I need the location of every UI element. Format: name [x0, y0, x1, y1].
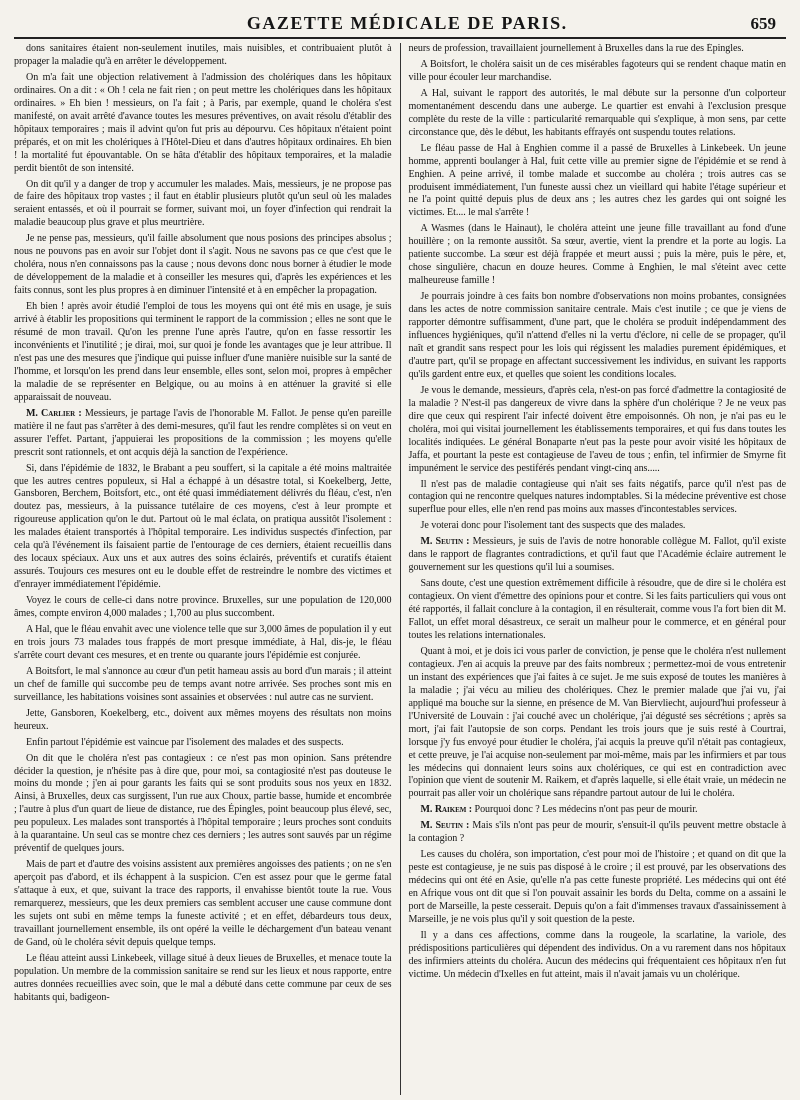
paragraph [14, 666, 392, 705]
paragraph [14, 708, 392, 734]
paragraph [14, 179, 392, 231]
paragraph [14, 859, 392, 950]
paragraph-text: Mais s'ils n'ont pas peur de mourir, s'ensuit-il qu'ils peuvent mettre obstacle à la contagion ? [408, 820, 786, 845]
paragraph-text: Je pourrais joindre à ces faits bon nombre d'observations non moins probantes, consignées dans les actes de notre commission sanitaire centrale. Mais c'est inutile ; ce que je viens de rapporter démontre suffisamment, d'une part, que le choléra se produit indépendamment des influences hygiéniques, qu'il n'attend d'elles ni la vertu d'éclore, ni celle de se propager, qu'il naît et grandit sans respect pour les lois qui régissent les maladies purement épidémiques, et d'autre part, qu'il se propage en affectant successivement les individus, en suivant les rapports qu'ils gardent entre eux, et quelles que soient les conditions locales. [408, 291, 786, 380]
paragraph-text: A Hal, suivant le rapport des autorités, le mal débute sur la personne d'un colporteur momentanément descendu dans une auberge. Le quartier est envahi à l'exclusion presque complète du reste de la ville : particularité remarquable qui s'explique, à mon sens, par cette circonstance que, dès le début, les habitants effrayés ont suspendu toutes relations. [408, 87, 786, 138]
speaker-name: M. Seutin : [420, 536, 470, 548]
paragraph [408, 223, 786, 288]
paragraph [14, 43, 392, 69]
paragraph-text: Le fléau atteint aussi Linkebeek, village situé à deux lieues de Bruxelles, et menace toute la population. Un membre de la commission sanitaire se rend sur les lieux et nous rapporte, entre autres données recueillies avec soin, que le mal a débuté dans cette commune par ceux de ses habitants qui, badigeon- [14, 952, 392, 1003]
paragraph-text: Eh bien ! après avoir étudié l'emploi de tous les moyens qui ont été mis en usage, je suis arrivé à établir les propositions qui terminent le rapport de la commission ; elles ne sont que le résumé de mon travail. Qu'on les prenne l'une après l'autre, qu'on en fasse ressortir les inconvénients et l'inutilité ; je dirai, moi, sur quoi je fonde les avantages que je leur attribue. Il n'est pas une des mesures que j'indique qui puisse influer d'une manière nuisible sur la santé de l'homme, et lorsqu'on les prend dans leur ensemble, elles sont, selon moi, propres à empêcher la maladie de se représenter en Belgique, ou au moins à en atténuer la gravité si elle apparaissait de nouveau. [14, 301, 392, 403]
paragraph-text: Sans doute, c'est une question extrêmement difficile à résoudre, que de dire si le choléra est contagieux. On vient d'émettre des opinions pour et contre. Si les faits particuliers qui vous ont été rapportés, il fallait conclure à la contagion, il en résulterait, comme vous l'a fort bien dit M. Fallot, un effet moral désastreux, ce serait un malheur pour le commerce, et en général pour toutes les relations internationales. [408, 578, 786, 641]
paragraph [14, 595, 392, 621]
paragraph [14, 408, 392, 460]
right-column [408, 43, 786, 1095]
paragraph [408, 59, 786, 85]
text-columns [14, 43, 786, 1095]
paragraph-text: Il y a dans ces affections, comme dans la rougeole, la scarlatine, la variole, des prédispositions particulières qui dépendent des individus. On a vu rarement dans nos hôpitaux des infirmiers atteints du choléra. Aucun des médecins qui fréquentaient ces hôpitaux n'en fut victime. Un médecin d'Ixelles en fut atteint, mais il n'avait jamais vu un cholérique. [408, 929, 786, 980]
paragraph-text: dons sanitaires étaient non-seulement inutiles, mais nuisibles, et contribuaient plutôt à propager la maladie qu'à en arrêter le développement. [14, 43, 392, 67]
paragraph [14, 737, 392, 750]
column-divider [400, 43, 401, 1095]
paragraph-text: Je vous le demande, messieurs, d'après cela, n'est-on pas forcé d'admettre la contagiosité de la maladie ? N'est-il pas dangereux de vivre dans la sphère d'un cholérique ? Je ne veux pas dire que ceux qui respirent l'air infecté doivent être empoisonnés. Oh non, je n'ai pas eu le choléra, moi qui visitai journellement les établissements temporaires, et qui fus dans toutes les localités indiquées. Le général Bonaparte n'eut pas la peste pour avoir visité les hôpitaux de Jaffa, et pourtant la peste est contagieuse de l'aveu de tous ; enfin, tel infirmier de Smyrne fit impunément le service des pestiférés pendant vingt-cinq ans..... [408, 384, 786, 474]
page-header [14, 8, 786, 39]
paragraph [408, 520, 786, 533]
speaker-name: M. Raikem : [420, 804, 473, 816]
paragraph [14, 233, 392, 298]
paragraph-text: A Boitsfort, le choléra saisit un de ces misérables fagoteurs qui se rendent chaque matin en ville pour écouler leur marchandise. [408, 58, 786, 83]
speaker-name: M. Seutin : [420, 820, 470, 832]
paragraph [14, 463, 392, 593]
paragraph [408, 804, 786, 817]
paragraph-text: Messieurs, je partage l'avis de l'honorable M. Fallot. Je pense qu'en pareille matière il ne faut pas s'arrêter à des demi-mesures, qu'il faut les rendre complètes si on veut en assurer l'effet. Partant, j'appuierai les propositions de la commission ; les moyens qu'elle prescrit sont rationnels, et ont acquis déjà la sanction de l'expérience. [14, 407, 392, 458]
paragraph-text: Les causes du choléra, son importation, c'est pour moi de l'histoire ; et quand on dit que la peste est contagieuse, je ne suis pas disposé à le croire ; il est prouvé, par les observations des médecins qui ont été en Asie, qu'elle n'a pas cette funeste propriété. Les médecins qui ont été en Afrique vous ont dit que si l'on pouvait assainir les bords du Delta, comme on a assaini le port de Marseille, la peste cesserait. Depuis qu'on a fait d'immenses travaux d'assainissement à Marseille, je ne vois plus qu'il y soit question de la peste. [408, 849, 786, 925]
paragraph-text: neurs de profession, travaillaient journellement à Bruxelles dans la rue des Épingles. [408, 43, 744, 54]
paragraph [408, 578, 786, 643]
paragraph [408, 479, 786, 518]
paragraph-text: Je ne pense pas, messieurs, qu'il faille absolument que nous posions des principes absolus ; nous ne pouvons pas en avoir sur l'objet dont il s'agit. Nous ne savons pas ce que c'est que le choléra, nous n'en connaissons pas la cause ; nous devons donc nous borner à étudier le mode de développement de la maladie et à conseiller les mesures qui, d'après les expériences et les faits connus, sont les plus propres à en diminuer l'intensité et à en empêcher la propagation. [14, 233, 392, 297]
paragraph [408, 536, 786, 575]
journal-title: GAZETTE MÉDICALE DE PARIS. [246, 13, 568, 33]
paragraph-text: Enfin partout l'épidémie est vaincue par l'isolement des malades et des suspects. [26, 736, 344, 748]
paragraph-text: Mais de part et d'autre des voisins assistent aux premières angoisses des patients ; on ne s'en aperçoit pas d'abord, et ils échappent à la suspicion. C'en est assez pour que le germe fatal s'attaque à eux, et que, suivant la trace des rapports, il envahisse bientôt toute la rue. Vous remarquerez, messieurs, que les deux premiers cas semblent accuser une cause commune dont les sujets ont subi en même temps la funeste activité ; et en effet, débardeurs tous deux, travaillant journellement ensemble, ils ont opéré la veille le déchargement d'un bateau venant de Gand, où le choléra sévit depuis quelque temps. [14, 859, 392, 948]
paragraph-text: Voyez le cours de celle-ci dans notre province. Bruxelles, sur une population de 120,000 âmes, compte environ 4,000 malades ; 1,700 au plus succombent. [14, 595, 392, 620]
paragraph-text: A Wasmes (dans le Hainaut), le choléra atteint une jeune fille travaillant au fond d'une houillère ; on la remonte aussitôt. Sa sœur, avertie, vient la prendre et la porte au logis. La patiente succombe. La sœur est déjà frappée et meurt aussi ; puis la mère, puis le père, et, chose singulière, chacun en douze heures. Comme à Enghien, le mal s'éteint avec cette malheureuse famille ! [408, 223, 786, 287]
paragraph-text: Quant à moi, et je dois ici vous parler de conviction, je pense que le choléra n'est nullement contagieux. J'en ai acquis la preuve par des faits nombreux ; permettez-moi de vous entretenir un instant des expériences que j'ai faites à ce sujet. Je me suis exposé de toutes les manières à la maladie ; j'ai vécu au milieu des cholériques. Chez le premier malade que j'ai vu, j'ai appliqué ma bouche sur la sienne, en présence de M. Van Biervliecht, aujourd'hui professeur à l'Université de Louvain : j'ai couché avec un cholérique, j'ai dégusté ses sécrétions ; après sa mort, j'ai fait l'autopsie de son corps. Pendant les trois jours que je suis resté à Courtrai, lorsque j'y fus envoyé pour étudier le choléra, j'ai acquis la preuve qu'il n'était pas contagieux, et cette preuve, je l'ai acquise non-seulement par moi-même, mais par les infirmiers et par tous les médecins qui donnaient leurs soins aux cholériques, ce qui est en contradiction avec l'opinion que vient de soutenir M. Raikem, et d'après laquelle, si elle était vraie, un médecin ne pourrait pas aller voir un cholérique sans répandre partout autour de lui le choléra. [408, 645, 786, 800]
paragraph-text: Il n'est pas de maladie contagieuse qui n'ait ses faits négatifs, parce qu'il n'est pas de contagion qui ne rencontre quelques natures indomptables. Si la médecine préventive est chose superflue pour elles, elle n'en rend pas moins aux masses d'incontestables services. [408, 478, 786, 516]
paragraph-text: Jette, Gansboren, Koekelberg, etc., doivent aux mêmes moyens des résultats non moins heureux. [14, 707, 392, 732]
paragraph [408, 385, 786, 476]
paragraph [408, 930, 786, 982]
paragraph [408, 43, 786, 56]
paragraph-text: A Boitsfort, le mal s'annonce au cœur d'un petit hameau assis au bord d'un marais ; il atteint un chef de famille qui succombe peu de temps avant notre arrivée. Ses proches sont mis en surveillance, les habitations voisines sont assainies et observées : nul autre cas ne survient. [14, 665, 392, 703]
paragraph [14, 301, 392, 405]
speaker-name: M. Carlier : [26, 407, 82, 419]
paragraph-text: On dit que le choléra n'est pas contagieux : ce n'est pas mon opinion. Sans prétendre décider la question, je n'hésite pas à dire que, pour moi, sa contagiosité n'est pas douteuse le moins du monde ; j'en ai pour garants les faits qui se sont produits sous nos yeux en 1832. Ainsi, à Bruxelles, deux cas surgissent, l'un rue aux Choux, partie basse, humide et encombrée ; l'autre à plus d'un quart de lieue de distance, rue des Épingles, point beaucoup plus élevé, sec, peu populeux. Les malades sont transportés à l'hôpital temporaire ; leurs proches sont conduits à la quarantaine. Un seul cas se montre chez ces derniers ; les autres sont sauvés par un régime préventif de quelques jours. [14, 752, 392, 855]
paragraph-text: Je voterai donc pour l'isolement tant des suspects que des malades. [420, 520, 686, 532]
page-number: 659 [750, 14, 776, 33]
paragraph [14, 624, 392, 663]
paragraph [14, 72, 392, 176]
paragraph-text: On m'a fait une objection relativement à l'admission des cholériques dans les hôpitaux ordinaires. On a dit : « Oh ! cela ne fait rien ; on peut mettre les cholériques dans les hôpitaux ordinaires. » Eh bien ! messieurs, on l'a fait ; à Paris, par exemple, quand le choléra s'est manifesté, on avait arrêté d'avance toutes les mesures préventives, on avait résolu d'établir des hôpitaux temporaires ; mais il advint qu'on fut pris au dépourvu. Ces hôpitaux n'étaient point préparés, et on mit les cholériques à l'Hôtel-Dieu et dans d'autres hôpitaux ordinaires. Eh bien ! la mortalité fut épouvantable. On se hâta d'établir des hôpitaux temporaires, et la maladie perdit bientôt de son intensité. [14, 71, 392, 174]
paragraph-text: A Hal, que le fléau envahit avec une violence telle que sur 3,000 âmes de population il y eut en trois jours 73 malades tous frappés de mort presque immédiate, à Hal, dis-je, le fléau s'arrête court devant ces mesures, et en trente ou quarante jours l'épidémie est conjurée. [14, 623, 392, 661]
paragraph-text: Messieurs, je suis de l'avis de notre honorable collègue M. Fallot, qu'il existe dans le rapport de flagrantes contradictions, et qu'il faut que l'Académie éclaire autrement le gouvernement sur les questions qu'il lui a soumises. [408, 536, 786, 574]
paragraph [14, 953, 392, 1005]
paragraph [408, 143, 786, 221]
paragraph [408, 849, 786, 927]
paragraph-text: Le fléau passe de Hal à Enghien comme il a passé de Bruxelles à Linkebeek. Un jeune homme, apprenti boulanger à Hal, fuit cette ville au premier signe de l'épidémie et se rend à Enghien. A peine arrivé, il tombe malade et succombe au choléra ; trois autres cas se produisent immédiatement, l'un funeste aussi chez un vieillard qui habite l'étage supérieur et ne l'a point quitté depuis plus de deux ans ; les autres chez les gardes qui ont soigné les victimes. Et.... le mal s'arrête ! [408, 142, 786, 219]
paragraph [14, 753, 392, 857]
paragraph [408, 291, 786, 382]
paragraph [408, 820, 786, 846]
paragraph-text: Si, dans l'épidémie de 1832, le Brabant a peu souffert, si la capitale a été moins maltraitée que les autres centres populeux, si Hal a échappé à un désastre total, si Koekelberg, Jette, Gansboren, Berchem, Boitsfort, etc., ont été quasi immédiatement délivrés du fléau, c'est, n'en doutez pas, messieurs, à la puissance tutélaire de ces moyens, c'est à leur prompte et rigoureuse application qu'on le dut. Partout où le mal éclata, on pratiqua aussitôt l'isolement : les malades étaient transportés à l'hôpital temporaire. Les individus suspectés d'infection, par cela qu'à l'événement ils faisaient partie de l'entourage de ces derniers, étaient recueillis dans des locaux spéciaux. Aux uns et aux autres des soins éclairés, préventifs et curatifs étaient assurés. Toujours ces mesures ont eu le double effet de restreindre le nombre des victimes et d'enrayer immédiatement l'épidémie. [14, 462, 392, 591]
paragraph-text: Pourquoi donc ? Les médecins n'ont pas peur de mourir. [474, 804, 698, 816]
paragraph [408, 88, 786, 140]
paragraph-text: On dit qu'il y a danger de trop y accumuler les malades. Mais, messieurs, je ne propose pas de faire des hôpitaux trop vastes ; il faut en établir plusieurs plutôt qu'un seul où les malades seraient entassés, et où il pourrait se former, suivant moi, un foyer d'infection qui rendrait la maladie beaucoup plus grave et plus meurtrière. [14, 178, 392, 229]
left-column [14, 43, 392, 1095]
paragraph [408, 646, 786, 801]
